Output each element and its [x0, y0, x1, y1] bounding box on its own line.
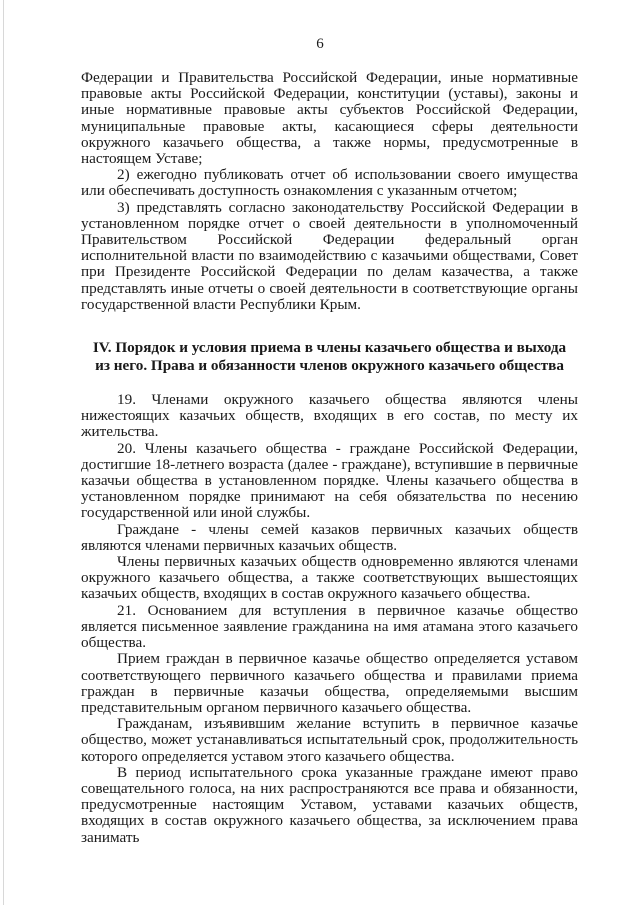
- paragraph-probation: Гражданам, изъявившим желание вступить в первичное казачье общество, может устанавливаться испытательный срок, продолжительность которого определяется уставом этого казачьего общества.: [81, 715, 578, 765]
- document-body: [81, 70, 578, 846]
- paragraph-probation-rights: В период испытательного срока указанные граждане имеют право совещательного голоса, на них распространяются все права и обязанности, предусмотренные настоящим Уставом, уставами казачьих обществ, входящих в состав окружного казачьего общества, за исключением права занимать: [81, 763, 578, 846]
- paragraph-family-members: Граждане - члены семей казаков первичных казачьих обществ являются членами первичных казачьих обществ.: [81, 520, 578, 554]
- scan-edge-line: [3, 0, 4, 905]
- paragraph-continuation: Федерации и Правительства Российской Федерации, иные нормативные правовые акты Российской Федерации, конституции (уставы), законы и иные нормативные правовые акты субъектов Российской Федерации, муниципальные правовые акты, касающиеся сферы деятельности окружного казачьего общества, а также нормы, предусмотренные в настоящем Уставе;: [81, 69, 578, 168]
- page-number: 6: [316, 36, 324, 52]
- paragraph-21: 21. Основанием для вступления в первичное казачье общество является письменное заявление гражданина на имя атамана этого казачьего общества.: [81, 601, 578, 652]
- paragraph-item-3: 3) представлять согласно законодательству Российской Федерации в установленном порядке отчет о своей деятельности в уполномоченный Правительством Российской Федерации федеральный орган исполнительной власти по взаимодействию с казачьими обществами, Совет при Президенте Российской Федерации по делам казачества, а также представлять иные отчеты о своей деятельности в соответствующие органы государственной власти Республики Крым.: [81, 198, 578, 313]
- section-heading: IV. Порядок и условия приема в члены казачьего общества и выхода из него. Права и обязанности членов окружного казачьего общества: [92, 339, 567, 375]
- paragraph-primary-members: Члены первичных казачьих обществ одновременно являются членами окружного казачьего общества, а также соответствующих вышестоящих казачьих обществ, входящих в состав окружного казачьего общества.: [81, 553, 578, 603]
- paragraph-20: 20. Члены казачьего общества - граждане Российской Федерации, достигшие 18-летнего возраста (далее - граждане), вступившие в первичные казачьи общества в установленном порядке. Члены казачьего общества в установленном порядке принимают на себя обязательства по несению государственной или иной службы.: [81, 439, 578, 522]
- paragraph-19: 19. Членами окружного казачьего общества являются члены нижестоящих казачьих обществ, входящих в его состав, по месту их жительства.: [81, 391, 578, 441]
- paragraph-item-2: 2) ежегодно публиковать отчет об использовании своего имущества или обеспечивать доступность ознакомления с указанным отчетом;: [81, 166, 578, 200]
- paragraph-admission: Прием граждан в первичное казачье общество определяется уставом соответствующего первичного казачьего общества и правилами приема граждан в первичные казачьи общества, определяемыми высшим представительным органом первичного казачьего общества.: [81, 650, 578, 716]
